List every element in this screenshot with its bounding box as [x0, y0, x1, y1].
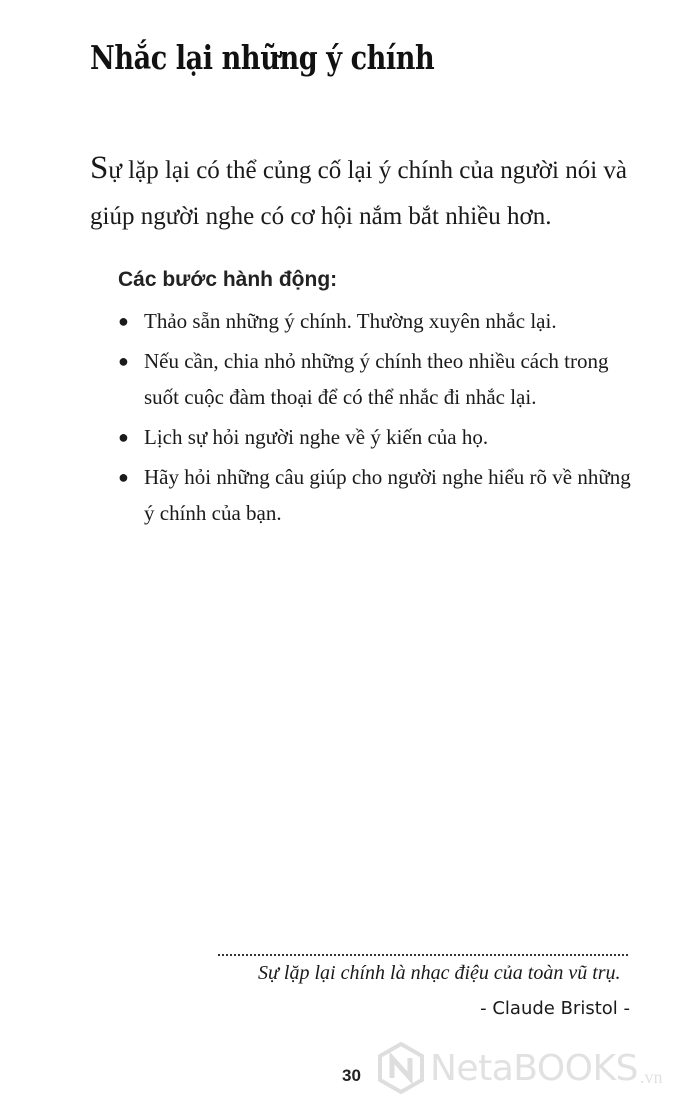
step-text: Nếu cần, chia nhỏ những ý chính theo nhiều cách trong suốt cuộc đàm thoại để có thể nhắc đi nhắc lại. — [144, 349, 609, 409]
bullet-icon: ● — [118, 351, 129, 371]
bullet-icon: ● — [118, 467, 129, 487]
watermark-suffix: .vn — [639, 1067, 663, 1087]
step-text: Lịch sự hỏi người nghe về ý kiến của họ. — [144, 425, 489, 449]
netabooks-logo-icon — [378, 1042, 424, 1094]
watermark — [378, 1042, 662, 1094]
intro-paragraph — [90, 145, 650, 240]
list-item — [118, 459, 638, 531]
page-number: 30 — [342, 1066, 361, 1085]
quote-text: Sự lặp lại chính là nhạc điệu của toàn vũ trụ. — [258, 962, 621, 984]
watermark-text: NetaBOOKS — [430, 1047, 638, 1089]
bullet-icon: ● — [118, 427, 129, 447]
bullet-icon: ● — [118, 311, 129, 331]
intro-dropcap: S — [90, 150, 109, 186]
steps-list — [118, 303, 638, 535]
quote-divider — [218, 954, 628, 956]
list-item — [118, 343, 638, 415]
quote-author: - Claude Bristol - — [480, 998, 630, 1019]
intro-text: ự lặp lại có thể củng cố lại ý chính của người nói và giúp người nghe có cơ hội nắm bắt nhiều hơn. — [90, 157, 627, 230]
step-text: Hãy hỏi những câu giúp cho người nghe hiểu rõ về những ý chính của bạn. — [144, 465, 631, 525]
steps-heading: Các bước hành động: — [118, 268, 338, 291]
page-title: Nhắc lại những ý chính — [90, 38, 435, 77]
step-text: Thảo sẵn những ý chính. Thường xuyên nhắc lại. — [144, 309, 557, 333]
list-item — [118, 303, 638, 339]
list-item — [118, 419, 638, 455]
